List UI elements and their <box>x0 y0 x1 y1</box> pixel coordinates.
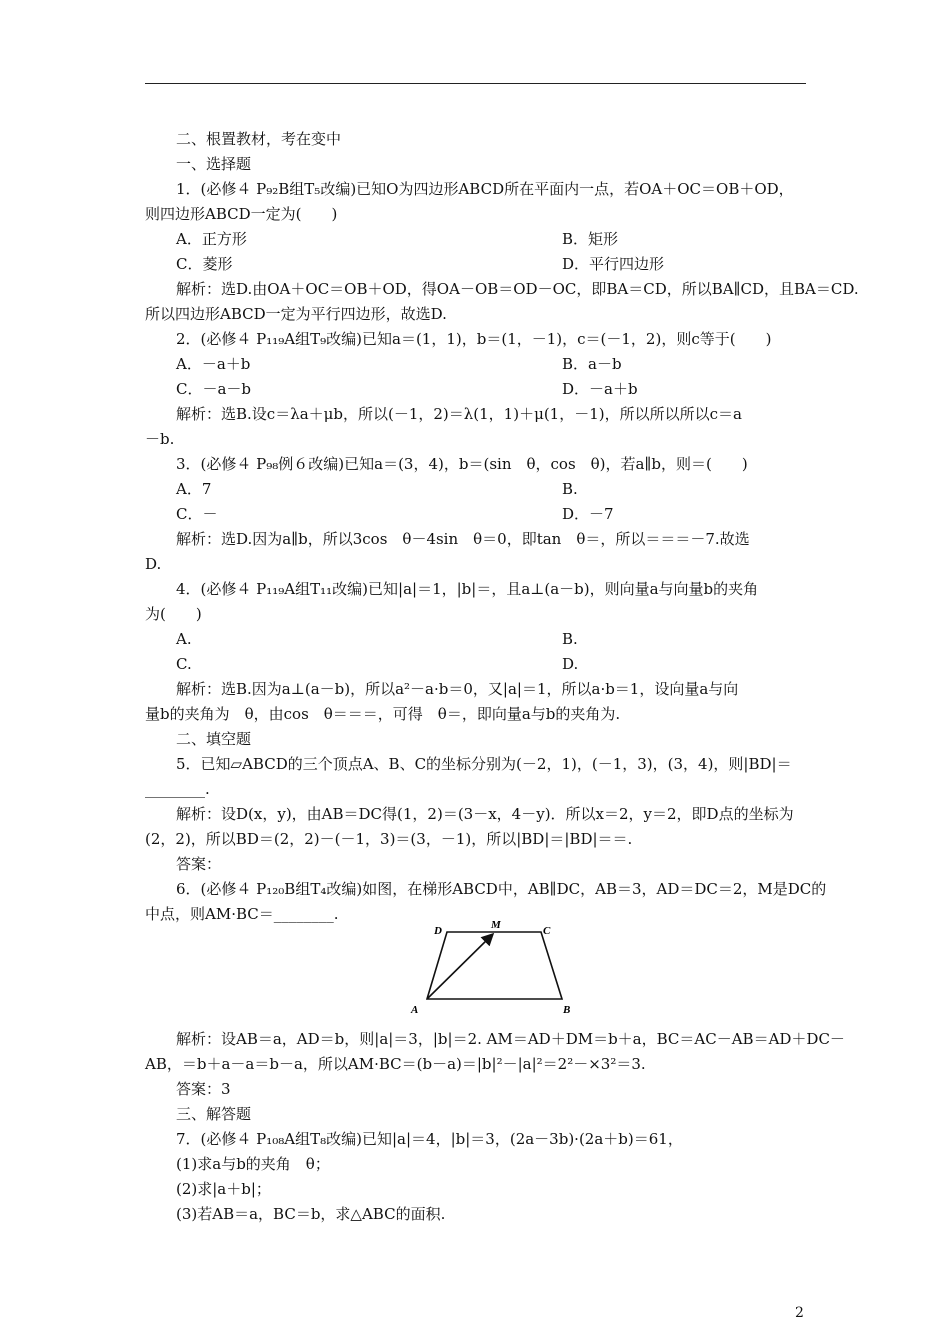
q2-option-a: A．－a＋b <box>176 355 251 373</box>
subsection-choice: 一、选择题 <box>176 155 252 173</box>
q5-stem-line1: 5．已知▱ABCD的三个顶点A、B、C的坐标分别为(－2，1)，(－1，3)，(3，4)，则|BD|＝ <box>176 755 792 773</box>
q4-option-a: A. <box>176 630 192 648</box>
q6-answer: 答案：3 <box>176 1080 231 1098</box>
q4-option-d: D. <box>562 655 579 673</box>
label-b: B <box>563 1004 571 1015</box>
q2-option-c: C．－a－b <box>176 380 252 398</box>
q4-solution-line2: 量b的夹角为 θ，由cos θ＝＝＝，可得 θ＝，即向量a与b的夹角为. <box>145 705 621 723</box>
label-m: M <box>491 919 501 931</box>
q3-option-d: D．－7 <box>562 505 614 523</box>
q2-stem: 2．(必修４ P₁₁₉A组T₉改编)已知a＝(1，1)，b＝(1，－1)，c＝(－1，2)，则c等于( ) <box>176 330 772 348</box>
q5-answer: 答案： <box>176 855 222 873</box>
subsection-solve: 三、解答题 <box>176 1105 252 1123</box>
q7-part1: (1)求a与b的夹角 θ； <box>176 1155 330 1173</box>
q1-option-a: A．正方形 <box>176 230 247 248</box>
q7-part3: (3)若AB＝a，BC＝b，求△ABC的面积. <box>176 1205 446 1223</box>
q3-solution-line2: D. <box>145 555 162 573</box>
trapezoid-abcd <box>427 932 562 999</box>
label-a: A <box>411 1004 419 1015</box>
q1-option-c: C．菱形 <box>176 255 233 273</box>
q3-solution-line1: 解析：选D.因为a∥b，所以3cos θ－4sin θ＝0，即tan θ＝，所以＝＝＝－7.故选 <box>176 530 750 548</box>
q1-solution-line1: 解析：选D.由OA＋OC＝OB＋OD，得OA－OB＝OD－OC，即BA＝CD，所以BA∥CD，且BA＝CD. <box>176 280 859 298</box>
q4-option-c: C. <box>176 655 192 673</box>
q6-stem-line1: 6．(必修４ P₁₂₀B组T₄改编)如图，在梯形ABCD中，AB∥DC，AB＝3，AD＝DC＝2，M是DC的 <box>176 880 827 898</box>
subsection-fill: 二、填空题 <box>176 730 252 748</box>
q2-option-b: B．a－b <box>562 355 622 373</box>
q4-option-b: B. <box>562 630 578 648</box>
q4-stem-line1: 4．(必修４ P₁₁₉A组T₁₁改编)已知|a|＝1，|b|＝，且a⊥(a－b)，则向量a与向量b的夹角 <box>176 580 759 598</box>
q5-stem-line2: ________. <box>145 780 210 798</box>
q4-solution-line1: 解析：选B.因为a⊥(a－b)，所以a²－a·b＝0，又|a|＝1，所以a·b＝1，设向量a与向 <box>176 680 739 698</box>
label-c: C <box>543 925 551 937</box>
q2-solution-line1: 解析：选B.设c＝λa＋μb，所以(－1，2)＝λ(1，1)＋μ(1，－1)，所以所以所以c＝a <box>176 405 742 423</box>
q6-stem-line2: 中点，则AM·BC＝________. <box>145 905 339 923</box>
q2-solution-line2: －b. <box>145 430 175 448</box>
q1-option-b: B．矩形 <box>562 230 619 248</box>
label-d: D <box>434 925 442 937</box>
q2-option-d: D．－a＋b <box>562 380 638 398</box>
q5-solution-line1: 解析：设D(x，y)，由AB＝DC得(1，2)＝(3－x，4－y)．所以x＝2，y＝2，即D点的坐标为 <box>176 805 794 823</box>
q6-solution-line1: 解析：设AB＝a，AD＝b，则|a|＝3，|b|＝2. AM＝AD＋DM＝b＋a，BC＝AC－AB＝AD＋DC－ <box>176 1030 845 1048</box>
page-number: 2 <box>795 1305 804 1321</box>
q7-stem: 7．(必修４ P₁₀₈A组T₈改编)已知|a|＝4，|b|＝3，(2a－3b)·(2a＋b)＝61， <box>176 1130 683 1148</box>
q1-stem-line2: 则四边形ABCD一定为( ) <box>145 205 338 223</box>
q3-stem: 3．(必修４ P₉₈例６改编)已知a＝(3，4)，b＝(sin θ，cos θ)，若a∥b，则＝( ) <box>176 455 748 473</box>
q1-option-d: D．平行四边形 <box>562 255 665 273</box>
q5-solution-line2: (2，2)，所以BD＝(2，2)－(－1，3)＝(3，－1)，所以|BD|＝|BD|＝＝. <box>145 830 633 848</box>
q4-stem-line2: 为( ) <box>145 605 202 623</box>
q1-stem-line1: 1．(必修４ P₉₂B组T₅改编)已知O为四边形ABCD所在平面内一点，若OA＋OC＝OB＋OD， <box>176 180 794 198</box>
q3-option-b: B. <box>562 480 578 498</box>
q6-solution-line2: AB，＝b＋a－a＝b－a，所以AM·BC＝(b－a)＝|b|²－|a|²＝2²－×3²＝3. <box>145 1055 646 1073</box>
trapezoid-figure <box>405 915 585 1015</box>
section-title: 二、根置教材，考在变中 <box>176 130 342 148</box>
q7-part2: (2)求|a＋b|； <box>176 1180 271 1198</box>
q3-option-c: C．－ <box>176 505 218 523</box>
q3-option-a: A．7 <box>176 480 212 498</box>
q1-solution-line2: 所以四边形ABCD一定为平行四边形，故选D. <box>145 305 447 323</box>
header-rule <box>145 83 806 84</box>
